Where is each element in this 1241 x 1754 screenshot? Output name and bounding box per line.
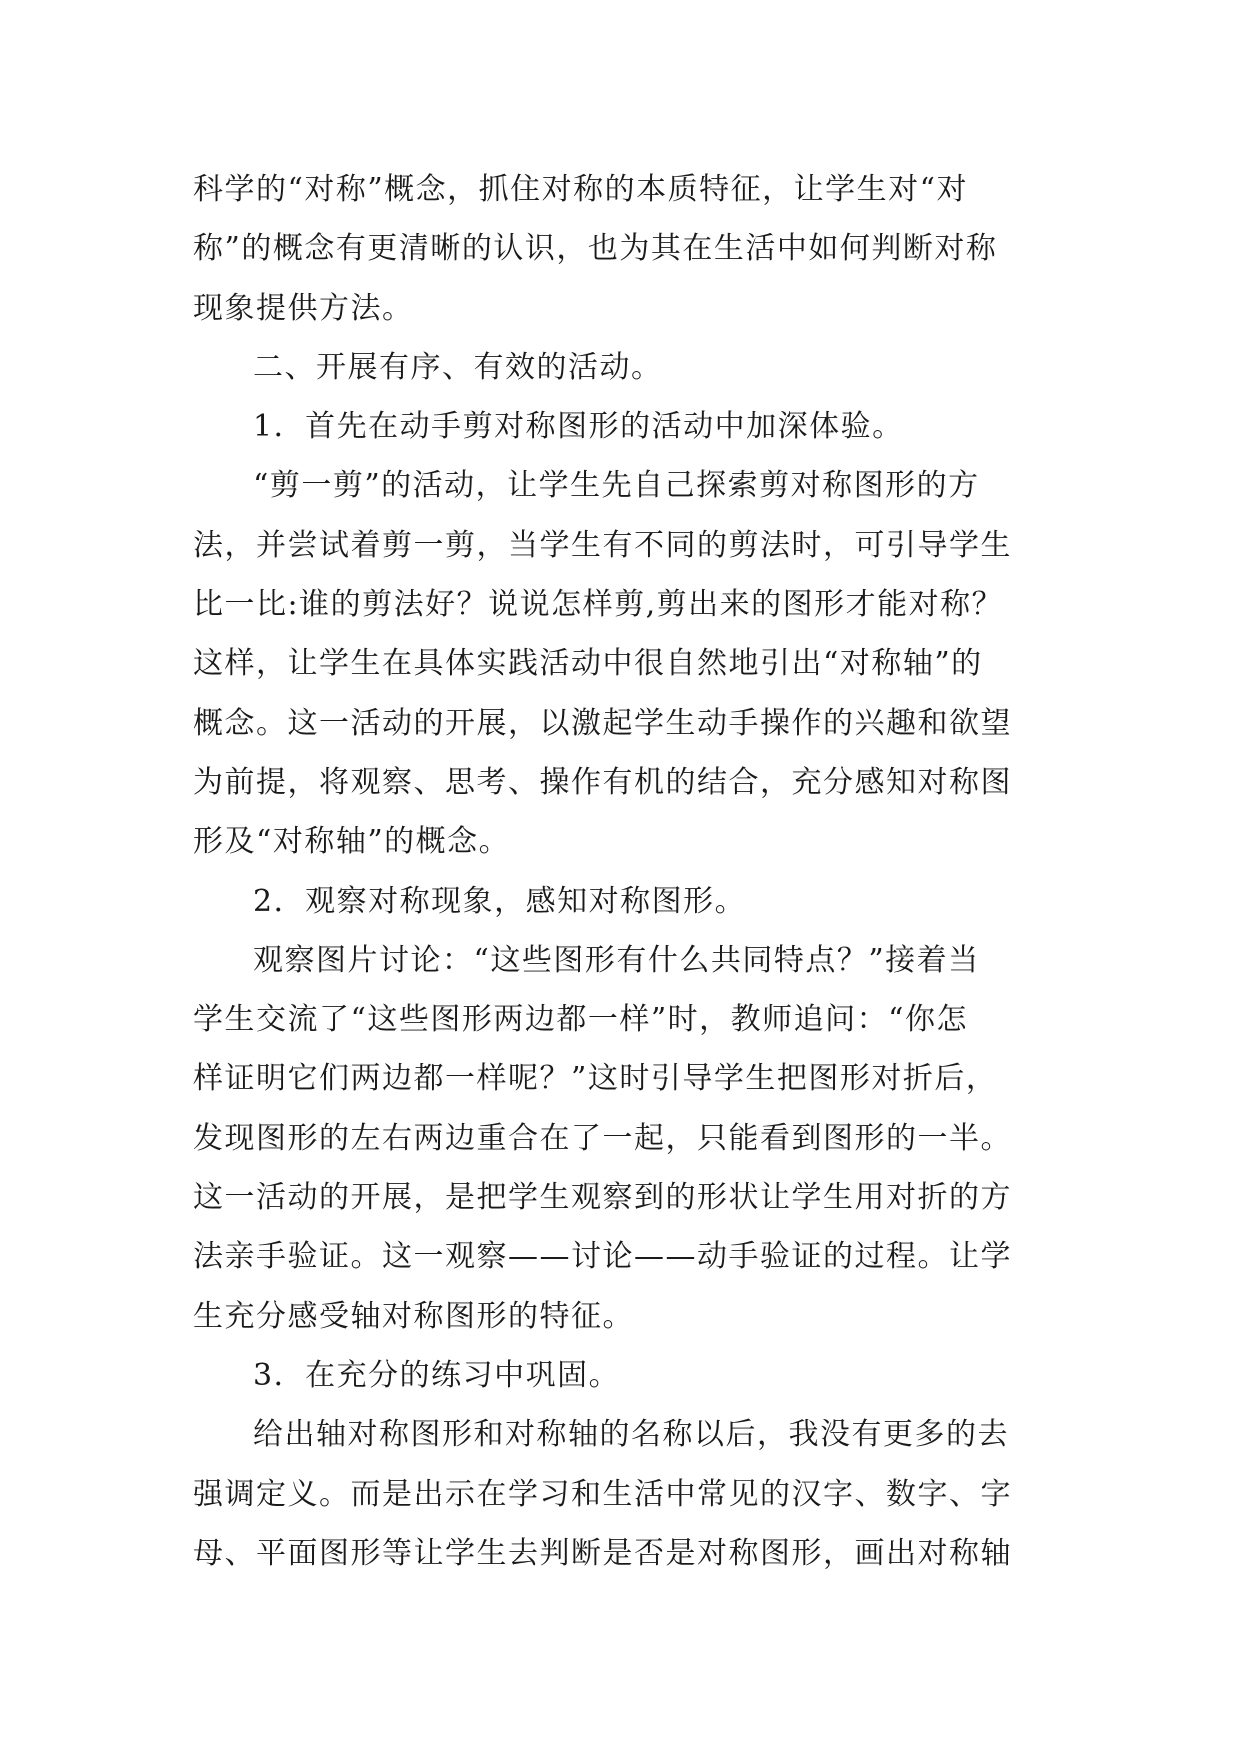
subsection-heading: 3．在充分的练习中巩固。 bbox=[253, 1357, 621, 1393]
text-line: 这样，让学生在具体实践活动中很自然地引出“对称轴”的 bbox=[193, 646, 983, 682]
text-line: 这一活动的开展，是把学生观察到的形状让学生用对折的方 bbox=[193, 1180, 1012, 1216]
text-line: 生充分感受轴对称图形的特征。 bbox=[193, 1298, 634, 1334]
text-line: “剪一剪”的活动，让学生先自己探索剪对称图形的方 bbox=[253, 468, 980, 504]
text-line: 样证明它们两边都一样呢？”这时引导学生把图形对折后， bbox=[193, 1061, 998, 1097]
text-line: 现象提供方法。 bbox=[193, 290, 414, 326]
text-line: 法，并尝试着剪一剪，当学生有不同的剪法时，可引导学生 bbox=[193, 527, 1012, 563]
text-line: 母、平面图形等让学生去判断是否是对称图形，画出对称轴 bbox=[193, 1535, 1012, 1571]
subsection-heading: 2．观察对称现象，感知对称图形。 bbox=[253, 883, 747, 919]
text-line: 发现图形的左右两边重合在了一起，只能看到图形的一半。 bbox=[193, 1120, 1012, 1156]
text-line: 形及“对称轴”的概念。 bbox=[193, 824, 511, 860]
text-line: 法亲手验证。这一观察——讨论——动手验证的过程。让学 bbox=[193, 1239, 1012, 1275]
section-heading: 二、开展有序、有效的活动。 bbox=[253, 349, 663, 385]
text-line: 称”的概念有更清晰的认识，也为其在生活中如何判断对称 bbox=[193, 231, 998, 267]
body-text bbox=[193, 160, 1073, 1583]
text-line: 为前提，将观察、思考、操作有机的结合，充分感知对称图 bbox=[193, 764, 1012, 800]
text-line: 给出轴对称图形和对称轴的名称以后，我没有更多的去 bbox=[253, 1417, 1009, 1453]
text-line: 比一比:谁的剪法好？说说怎样剪,剪出来的图形才能对称？ bbox=[193, 587, 1004, 623]
text-line: 概念。这一活动的开展，以激起学生动手操作的兴趣和欲望 bbox=[193, 705, 1012, 741]
text-line: 学生交流了“这些图形两边都一样”时，教师追问：“你怎 bbox=[193, 1002, 969, 1038]
text-line: 强调定义。而是出示在学习和生活中常见的汉字、数字、字 bbox=[193, 1476, 1012, 1512]
text-line: 科学的“对称”概念，抓住对称的本质特征，让学生对“对 bbox=[193, 172, 969, 207]
subsection-heading: 1．首先在动手剪对称图形的活动中加深体验。 bbox=[253, 409, 904, 445]
text-line: 观察图片讨论：“这些图形有什么共同特点？”接着当 bbox=[253, 942, 980, 978]
